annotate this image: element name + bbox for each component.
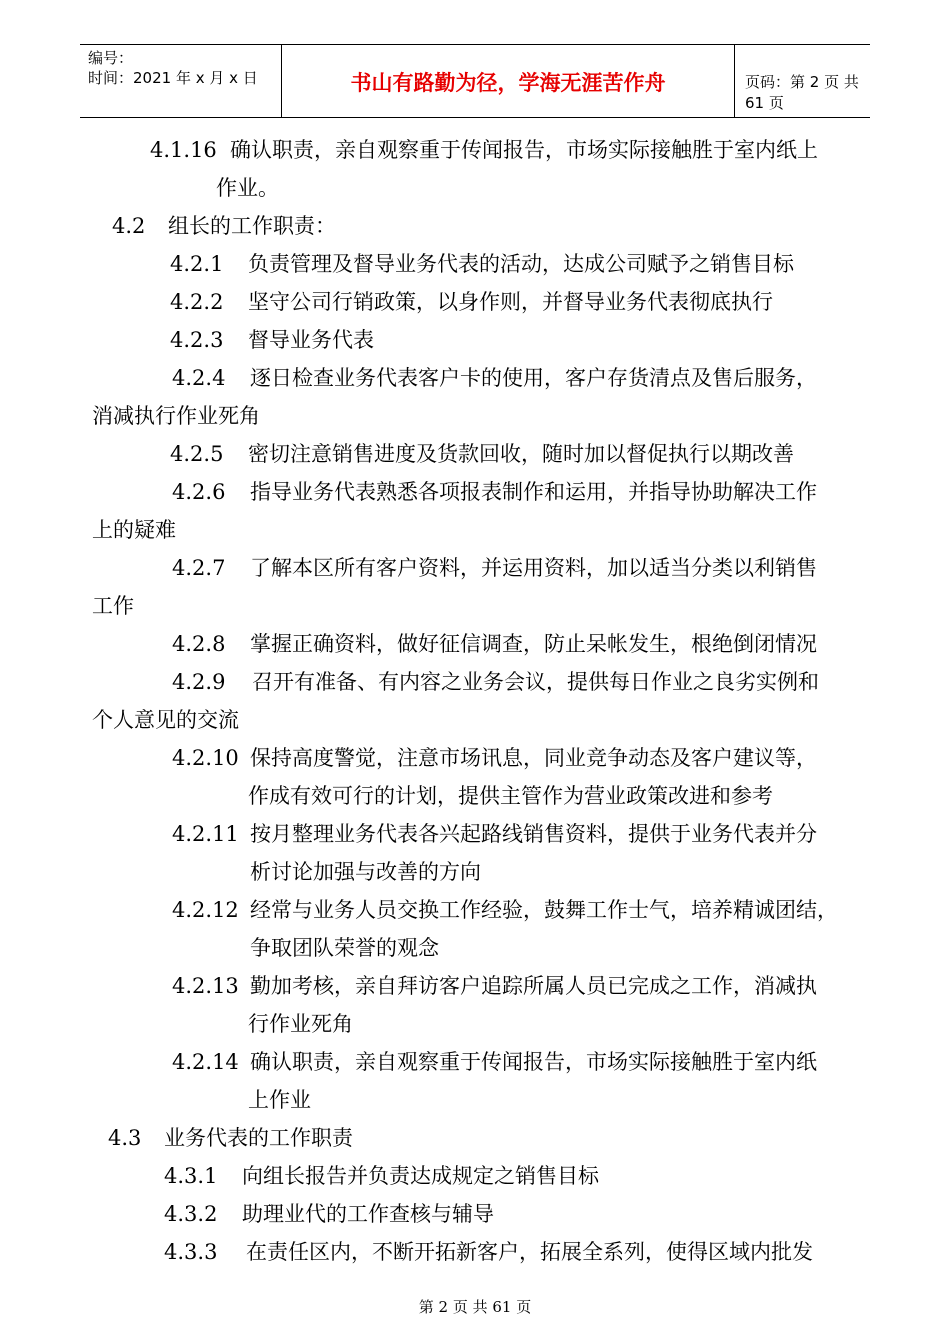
section-heading <box>112 214 336 238</box>
document-header <box>80 44 870 118</box>
list-item <box>172 670 819 694</box>
list-item <box>172 1050 817 1074</box>
header-motto: 书山有路勤为径，学海无涯苦作舟 <box>350 71 666 95</box>
header-motto-cell <box>282 45 735 117</box>
item-number: 4.2.5 <box>170 442 224 466</box>
item-number: 4.2.13 <box>172 974 239 998</box>
list-item <box>170 290 773 314</box>
item-number: 4.2.14 <box>172 1050 239 1074</box>
list-item <box>170 328 374 352</box>
item-text: 按月整理业务代表各兴起路线销售资料，提供于业务代表并分 <box>250 822 817 846</box>
list-item <box>172 480 817 504</box>
item-continuation: 争取团队荣誉的观念 <box>250 936 439 960</box>
item-number: 4.2.1 <box>170 252 224 276</box>
list-item <box>172 822 817 846</box>
item-number: 4.2.4 <box>172 366 226 390</box>
item-continuation: 个人意见的交流 <box>92 708 239 732</box>
item-continuation: 作成有效可行的计划，提供主管作为营业政策改进和参考 <box>248 784 773 808</box>
list-item <box>150 138 818 162</box>
list-item <box>170 252 794 276</box>
header-page-cell <box>735 45 870 117</box>
header-time-label: 时间：2021 年 x 月 x 日 <box>88 69 258 87</box>
item-number: 4.2.6 <box>172 480 226 504</box>
page-footer: 第 2 页 共 61 页 <box>418 1298 532 1316</box>
item-number: 4.2.9 <box>172 670 226 694</box>
header-code-label: 编号： <box>88 49 134 67</box>
item-number: 4.2.2 <box>170 290 224 314</box>
item-number: 4.3.1 <box>164 1164 218 1188</box>
item-text: 经常与业务人员交换工作经验，鼓舞工作士气，培养精诚团结， <box>250 898 838 922</box>
item-text: 负责管理及督导业务代表的活动，达成公司赋予之销售目标 <box>248 252 794 276</box>
section-number: 4.2 <box>112 214 146 238</box>
item-text: 在责任区内，不断开拓新客户，拓展全系列，使得区域内批发 <box>246 1240 813 1264</box>
item-text: 督导业务代表 <box>248 328 374 352</box>
section-title: 业务代表的工作职责 <box>164 1126 353 1150</box>
item-continuation: 上作业 <box>248 1088 311 1112</box>
item-text: 确认职责，亲自观察重于传闻报告，市场实际接触胜于室内纸上 <box>230 138 818 162</box>
item-continuation: 作业。 <box>216 176 279 200</box>
item-number: 4.3.2 <box>164 1202 218 1226</box>
item-number: 4.2.11 <box>172 822 239 846</box>
list-item <box>164 1202 494 1226</box>
list-item <box>170 442 794 466</box>
item-continuation: 行作业死角 <box>248 1012 353 1036</box>
list-item <box>164 1164 599 1188</box>
item-number: 4.2.3 <box>170 328 224 352</box>
item-continuation: 消减执行作业死角 <box>92 404 260 428</box>
item-text: 逐日检查业务代表客户卡的使用，客户存货清点及售后服务， <box>250 366 817 390</box>
item-text: 密切注意销售进度及货款回收，随时加以督促执行以期改善 <box>248 442 794 466</box>
list-item <box>164 1240 813 1264</box>
list-item <box>172 746 817 770</box>
list-item <box>172 974 817 998</box>
item-continuation: 工作 <box>92 594 134 618</box>
header-page-info: 页码：第 2 页 共 61 页 <box>745 73 859 112</box>
item-text: 了解本区所有客户资料，并运用资料，加以适当分类以利销售 <box>250 556 817 580</box>
item-text: 助理业代的工作查核与辅导 <box>242 1202 494 1226</box>
item-number: 4.2.8 <box>172 632 226 656</box>
item-continuation: 上的疑难 <box>92 518 176 542</box>
item-text: 坚守公司行销政策，以身作则，并督导业务代表彻底执行 <box>248 290 773 314</box>
item-text: 指导业务代表熟悉各项报表制作和运用，并指导协助解决工作 <box>250 480 817 504</box>
list-item <box>172 632 817 656</box>
item-number: 4.1.16 <box>150 138 217 162</box>
item-number: 4.3.3 <box>164 1240 218 1264</box>
item-number: 4.2.7 <box>172 556 226 580</box>
list-item <box>172 898 838 922</box>
item-text: 向组长报告并负责达成规定之销售目标 <box>242 1164 599 1188</box>
section-title: 组长的工作职责： <box>168 214 336 238</box>
header-meta-cell <box>80 45 282 117</box>
item-text: 召开有准备、有内容之业务会议，提供每日作业之良劣实例和 <box>252 670 819 694</box>
item-text: 勤加考核，亲自拜访客户追踪所属人员已完成之工作，消减执 <box>250 974 817 998</box>
list-item <box>172 556 817 580</box>
item-number: 4.2.10 <box>172 746 239 770</box>
list-item <box>172 366 817 390</box>
item-text: 保持高度警觉，注意市场讯息，同业竞争动态及客户建议等， <box>250 746 817 770</box>
item-text: 确认职责，亲自观察重于传闻报告，市场实际接触胜于室内纸 <box>250 1050 817 1074</box>
section-number: 4.3 <box>108 1126 142 1150</box>
item-continuation: 析讨论加强与改善的方向 <box>250 860 481 884</box>
section-heading <box>108 1126 353 1150</box>
item-text: 掌握正确资料，做好征信调查，防止呆帐发生，根绝倒闭情况 <box>250 632 817 656</box>
item-number: 4.2.12 <box>172 898 239 922</box>
